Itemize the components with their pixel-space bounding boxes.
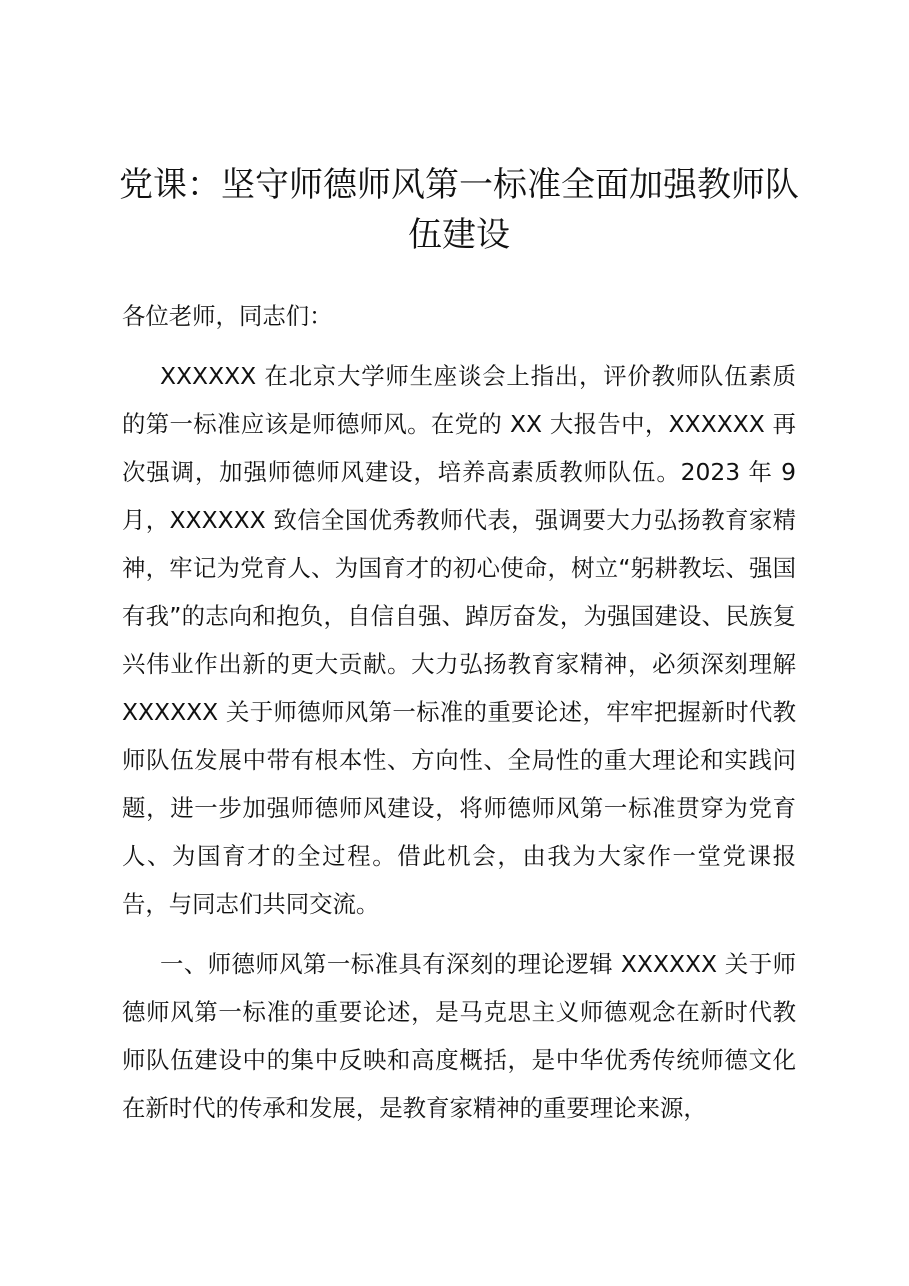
document-body [122,292,796,1132]
document-title: 党课：坚守师德师风第一标准全面加强教师队伍建设 [119,165,799,255]
paragraph-section-one: 一、师德师风第一标准具有深刻的理论逻辑 XXXXXX 关于师德师风第一标准的重要论述，是马克思主义师德观念在新时代教师队伍建设中的集中反映和高度概括，是中华优秀传统师德文化在新时代的传承和发展，是教育家精神的重要理论来源， [122,950,796,1122]
paragraph-intro: XXXXXX 在北京大学师生座谈会上指出，评价教师队伍素质的第一标准应该是师德师风。在党的 XX 大报告中，XXXXXX 再次强调，加强师德师风建设，培养高素质教师队伍。2023 年 9 月，XXXXXX 致信全国优秀教师代表，强调要大力弘扬教育家精神，牢记为党育人、为国育才的初心使命，树立“躬耕教坛、强国有我”的志向和抱负，自信自强、踔厉奋发，为强国建设、民族复兴伟业作出新的更大贡献。大力弘扬教育家精神，必须深刻理解 XXXXXX 关于师德师风第一标准的重要论述，牢牢把握新时代教师队伍发展中带有根本性、方向性、全局性的重大理论和实践问题，进一步加强师德师风建设，将师德师风第一标准贯穿为党育人、为国育才的全过程。借此机会，由我为大家作一堂党课报告，与同志们共同交流。 [122,362,796,918]
salutation: 各位老师，同志们： [122,302,333,330]
